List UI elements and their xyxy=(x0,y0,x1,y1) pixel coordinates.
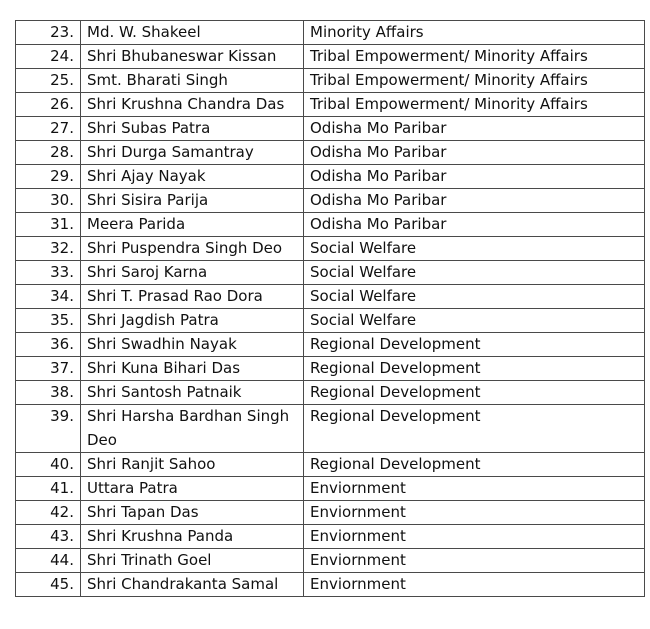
department-cell: Tribal Empowerment/ Minority Affairs xyxy=(304,45,645,69)
serial-number-cell: 33. xyxy=(16,261,81,285)
table-row xyxy=(16,477,645,501)
department-cell: Regional Development xyxy=(304,453,645,477)
member-name-cell: Shri Sisira Parija xyxy=(81,189,304,213)
member-name-cell: Shri Bhubaneswar Kissan xyxy=(81,45,304,69)
table-row xyxy=(16,333,645,357)
department-cell: Minority Affairs xyxy=(304,21,645,45)
serial-number-cell: 31. xyxy=(16,213,81,237)
serial-number-cell: 40. xyxy=(16,453,81,477)
serial-number-cell: 25. xyxy=(16,69,81,93)
department-cell: Enviornment xyxy=(304,525,645,549)
member-name-cell: Shri Trinath Goel xyxy=(81,549,304,573)
member-name-cell: Shri Subas Patra xyxy=(81,117,304,141)
serial-number-cell: 34. xyxy=(16,285,81,309)
table-row xyxy=(16,261,645,285)
serial-number-cell: 29. xyxy=(16,165,81,189)
department-cell: Odisha Mo Paribar xyxy=(304,189,645,213)
serial-number-cell: 27. xyxy=(16,117,81,141)
table-row xyxy=(16,189,645,213)
member-name-cell: Shri Jagdish Patra xyxy=(81,309,304,333)
table-row xyxy=(16,213,645,237)
department-cell: Odisha Mo Paribar xyxy=(304,213,645,237)
department-cell: Regional Development xyxy=(304,333,645,357)
department-cell: Enviornment xyxy=(304,477,645,501)
serial-number-cell: 35. xyxy=(16,309,81,333)
department-cell: Social Welfare xyxy=(304,285,645,309)
department-cell: Tribal Empowerment/ Minority Affairs xyxy=(304,93,645,117)
table-row xyxy=(16,357,645,381)
member-name-cell: Shri Ranjit Sahoo xyxy=(81,453,304,477)
department-cell: Odisha Mo Paribar xyxy=(304,141,645,165)
serial-number-cell: 39. xyxy=(16,405,81,453)
member-name-cell: Shri Tapan Das xyxy=(81,501,304,525)
table-row xyxy=(16,309,645,333)
serial-number-cell: 41. xyxy=(16,477,81,501)
serial-number-cell: 43. xyxy=(16,525,81,549)
department-cell: Social Welfare xyxy=(304,261,645,285)
member-name-cell: Shri Kuna Bihari Das xyxy=(81,357,304,381)
department-cell: Social Welfare xyxy=(304,237,645,261)
table-row xyxy=(16,141,645,165)
member-name-cell: Shri Durga Samantray xyxy=(81,141,304,165)
serial-number-cell: 32. xyxy=(16,237,81,261)
member-name-cell: Shri Swadhin Nayak xyxy=(81,333,304,357)
department-cell: Odisha Mo Paribar xyxy=(304,117,645,141)
department-cell: Enviornment xyxy=(304,549,645,573)
serial-number-cell: 38. xyxy=(16,381,81,405)
table-row xyxy=(16,285,645,309)
table-row xyxy=(16,405,645,453)
member-name-cell: Meera Parida xyxy=(81,213,304,237)
member-name-cell: Shri Krushna Chandra Das xyxy=(81,93,304,117)
table-row xyxy=(16,549,645,573)
member-name-cell: Md. W. Shakeel xyxy=(81,21,304,45)
serial-number-cell: 30. xyxy=(16,189,81,213)
table-body xyxy=(16,21,645,597)
member-name-cell: Shri Saroj Karna xyxy=(81,261,304,285)
department-cell: Enviornment xyxy=(304,573,645,597)
table-row xyxy=(16,165,645,189)
table-row xyxy=(16,21,645,45)
serial-number-cell: 28. xyxy=(16,141,81,165)
serial-number-cell: 42. xyxy=(16,501,81,525)
department-cell: Regional Development xyxy=(304,405,645,453)
member-name-cell: Shri Puspendra Singh Deo xyxy=(81,237,304,261)
table-row xyxy=(16,237,645,261)
member-name-cell: Shri Chandrakanta Samal xyxy=(81,573,304,597)
department-cell: Regional Development xyxy=(304,357,645,381)
serial-number-cell: 37. xyxy=(16,357,81,381)
table-row xyxy=(16,453,645,477)
table-row xyxy=(16,117,645,141)
member-name-cell: Shri Krushna Panda xyxy=(81,525,304,549)
table-row xyxy=(16,573,645,597)
serial-number-cell: 44. xyxy=(16,549,81,573)
department-cell: Social Welfare xyxy=(304,309,645,333)
table-row xyxy=(16,93,645,117)
department-cell: Enviornment xyxy=(304,501,645,525)
serial-number-cell: 45. xyxy=(16,573,81,597)
serial-number-cell: 24. xyxy=(16,45,81,69)
member-name-cell: Smt. Bharati Singh xyxy=(81,69,304,93)
member-name-cell: Uttara Patra xyxy=(81,477,304,501)
table-row xyxy=(16,69,645,93)
serial-number-cell: 23. xyxy=(16,21,81,45)
table-row xyxy=(16,381,645,405)
serial-number-cell: 26. xyxy=(16,93,81,117)
member-name-cell: Shri T. Prasad Rao Dora xyxy=(81,285,304,309)
member-department-table xyxy=(15,20,645,597)
department-cell: Tribal Empowerment/ Minority Affairs xyxy=(304,69,645,93)
table-row xyxy=(16,501,645,525)
serial-number-cell: 36. xyxy=(16,333,81,357)
member-name-cell: Shri Santosh Patnaik xyxy=(81,381,304,405)
department-cell: Regional Development xyxy=(304,381,645,405)
department-cell: Odisha Mo Paribar xyxy=(304,165,645,189)
table-row xyxy=(16,525,645,549)
table-row xyxy=(16,45,645,69)
member-name-cell: Shri Harsha Bardhan Singh Deo xyxy=(81,405,304,453)
member-name-cell: Shri Ajay Nayak xyxy=(81,165,304,189)
